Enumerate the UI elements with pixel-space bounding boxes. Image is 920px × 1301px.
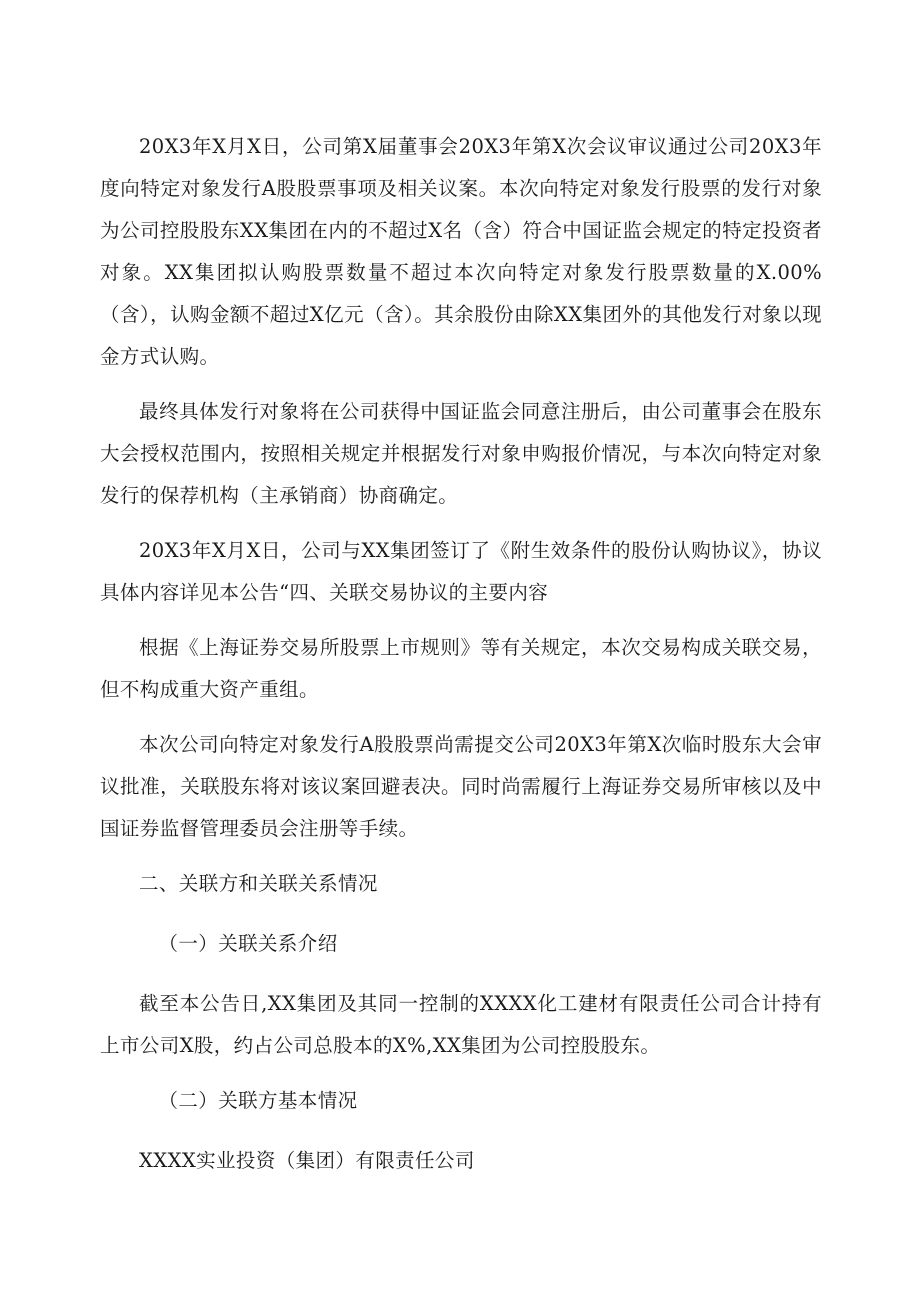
paragraph-board-resolution: 20X3年X月X日，公司第X届董事会20X3年第X次会议审议通过公司20X3年度向特定对象发行A股股票事项及相关议案。本次向特定对象发行股票的发行对象为公司控股股东XX集团在内的不超过X名（含）符合中国证监会规定的特定投资者对象。XX集团拟认购股票数量不超过本次向特定对象发行股票数量的X.00%（含），认购金额不超过X亿元（含）。其余股份由除XX集团外的其他发行对象以现金方式认购。 [100,135,822,368]
subsection-heading-relationship: （一）关联关系介绍 [158,932,338,955]
related-party-name: XXXX实业投资（集团）有限责任公司 [139,1149,475,1172]
document-body [100,126,822,1182]
paragraph-subscription-agreement: 20X3年X月X日，公司与XX集团签订了《附生效条件的股份认购协议》，协议具体内容详见本公告“四、关联交易协议的主要内容 [100,539,822,604]
paragraph-relationship-detail: 截至本公告日,XX集团及其同一控制的XXXX化工建材有限责任公司合计持有上市公司X股，约占公司总股本的X%,XX集团为公司控股股东。 [100,992,822,1057]
paragraph-approval-required: 本次公司向特定对象发行A股股票尚需提交公司20X3年第X次临时股东大会审议批准，关联股东将对该议案回避表决。同时尚需履行上海证券交易所审核以及中国证券监督管理委员会注册等手续。 [100,733,822,840]
subsection-heading-related-party: （二）关联方基本情况 [158,1089,358,1112]
paragraph-final-issuance-target: 最终具体发行对象将在公司获得中国证监会同意注册后，由公司董事会在股东大会授权范围内，按照相关规定并根据发行对象申购报价情况，与本次向特定对象发行的保荐机构（主承销商）协商确定。 [100,400,822,507]
section-heading: 二、关联方和关联关系情况 [139,872,378,895]
paragraph-related-transaction: 根据《上海证券交易所股票上市规则》等有关规定，本次交易构成关联交易，但不构成重大资产重组。 [100,636,822,701]
